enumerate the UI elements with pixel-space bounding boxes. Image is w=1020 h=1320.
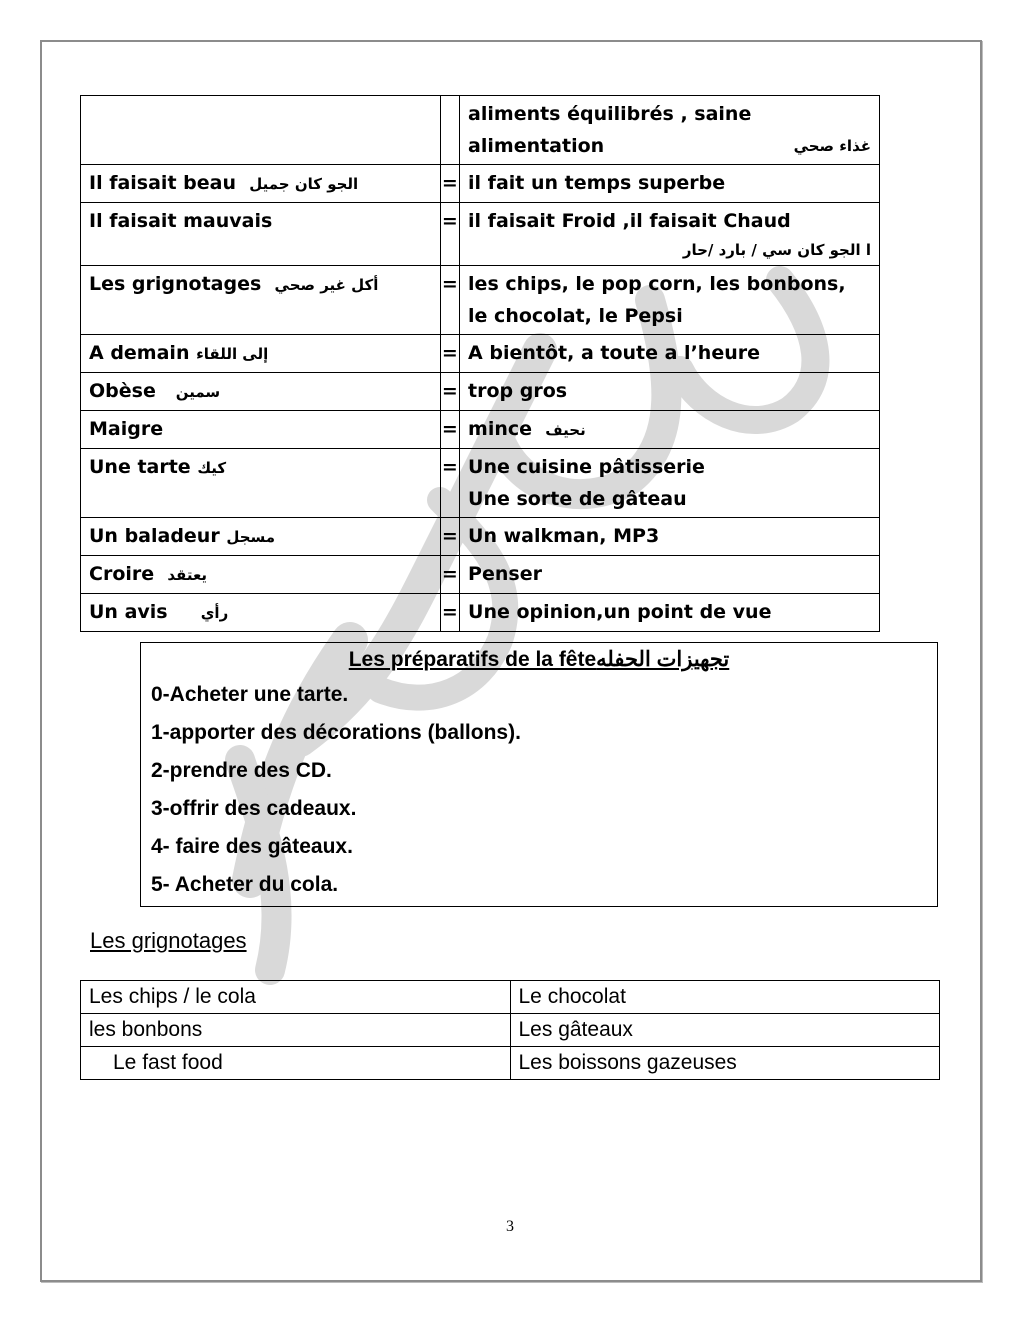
- table-cell: Les chips / le cola: [81, 981, 511, 1014]
- table-row: [81, 594, 880, 632]
- term-cell: Obèse سمين: [81, 373, 441, 411]
- term-cell: Croire يعتقد: [81, 556, 441, 594]
- equals-cell: =: [440, 335, 459, 373]
- snacks-table: [80, 980, 940, 1080]
- table-row: [81, 449, 880, 518]
- table-row: [81, 266, 880, 335]
- term-cell: Un avis رأي: [81, 594, 441, 632]
- list-item: 0-Acheter une tarte.: [151, 683, 349, 706]
- equals-cell: [440, 96, 459, 165]
- term-cell: Une tarte كيك: [81, 449, 441, 518]
- equals-cell: =: [440, 203, 459, 266]
- table-cell: Les gâteaux: [510, 1014, 940, 1047]
- table-cell: Le chocolat: [510, 981, 940, 1014]
- term-cell: [81, 96, 441, 165]
- term-cell: Il faisait beau الجو كان جميل: [81, 165, 441, 203]
- table-row: [81, 165, 880, 203]
- table-row: [81, 981, 940, 1014]
- term-cell: Maigre: [81, 411, 441, 449]
- table-row: [81, 96, 880, 165]
- definition-cell: mince نحيف: [460, 411, 880, 449]
- list-item: 4- faire des gâteaux.: [151, 835, 353, 858]
- definition-cell: Une opinion,un point de vue: [460, 594, 880, 632]
- table-row: [81, 203, 880, 266]
- term-cell: Un baladeur مسجل: [81, 518, 441, 556]
- table-row: [81, 335, 880, 373]
- definition-cell: il faisait Froid ,il faisait Chaud ا الجو كان سي / بارد /حار: [460, 203, 880, 266]
- equals-cell: =: [440, 518, 459, 556]
- equals-cell: =: [440, 449, 459, 518]
- definition-cell: Penser: [460, 556, 880, 594]
- table-row: [81, 373, 880, 411]
- definition-cell: A bientôt, a toute a l’heure: [460, 335, 880, 373]
- equals-cell: =: [440, 165, 459, 203]
- definition-cell: trop gros: [460, 373, 880, 411]
- table-cell: les bonbons: [81, 1014, 511, 1047]
- equals-cell: =: [440, 556, 459, 594]
- table-row: [81, 518, 880, 556]
- term-cell: Il faisait mauvais: [81, 203, 441, 266]
- equals-cell: =: [440, 266, 459, 335]
- vocabulary-table: [80, 95, 880, 632]
- definition-cell: Un walkman, MP3: [460, 518, 880, 556]
- equals-cell: =: [440, 411, 459, 449]
- preparations-title: Les préparatifs de la fêteتجهيزات الحفله: [348, 648, 730, 671]
- preparations-box: [140, 642, 938, 907]
- definition-cell: il fait un temps superbe: [460, 165, 880, 203]
- table-cell: Les boissons gazeuses: [510, 1047, 940, 1080]
- equals-cell: =: [440, 594, 459, 632]
- snacks-heading: Les grignotages: [90, 928, 247, 953]
- table-row: [81, 1014, 940, 1047]
- definition-cell: Une cuisine pâtisserie Une sorte de gâteau: [460, 449, 880, 518]
- page-number: 3: [506, 1218, 514, 1235]
- table-cell: Le fast food: [81, 1047, 511, 1080]
- term-cell: Les grignotages أكل غير صحي: [81, 266, 441, 335]
- equals-cell: =: [440, 373, 459, 411]
- definition-cell: les chips, le pop corn, les bonbons, le chocolat, le Pepsi: [460, 266, 880, 335]
- table-row: [81, 411, 880, 449]
- table-row: [81, 1047, 940, 1080]
- list-item: 5- Acheter du cola.: [151, 873, 339, 896]
- table-row: [81, 556, 880, 594]
- list-item: 1-apporter des décorations (ballons).: [151, 721, 521, 744]
- definition-cell: aliments équilibrés , saine alimentation غذاء صحي: [460, 96, 880, 165]
- list-item: 3-offrir des cadeaux.: [151, 797, 357, 820]
- list-item: 2-prendre des CD.: [151, 759, 332, 782]
- term-cell: A demain إلى اللقاء: [81, 335, 441, 373]
